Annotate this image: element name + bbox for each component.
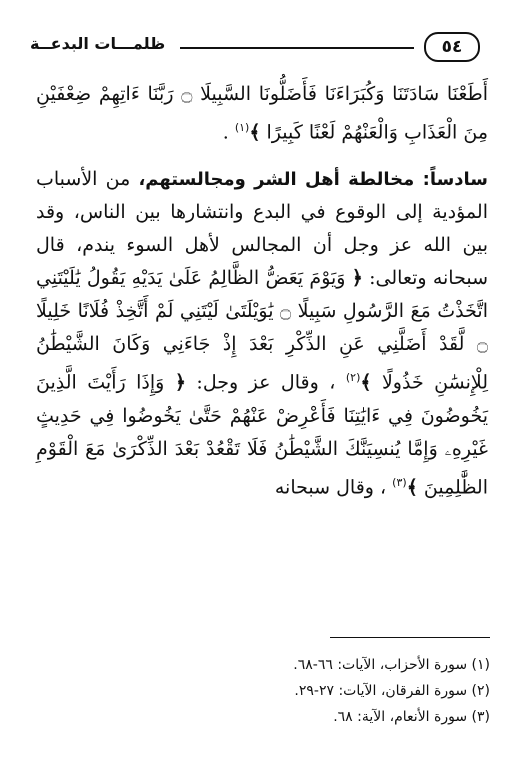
page-number: ٥٤ [424, 32, 480, 62]
closing-bracket: ﴾ [406, 475, 418, 498]
book-title: ظلمـــات البدعــة [30, 34, 166, 53]
footnote-ref: (٣) [392, 475, 407, 489]
closing-bracket: ﴾ [249, 121, 261, 144]
paragraph-verse-continuation [36, 78, 488, 149]
sentence-end: . [222, 121, 229, 144]
quran-verse: وَإِذَا رَأَيْتَ الَّذِينَ يَخُوضُونَ فِي ءَايَٰتِنَا فَأَعْرِضْ عَنْهُمْ حَتَّىٰ يَخُوضُوا فِي حَدِيثٍ غَيْرِهِۦ وَإِمَّا يُنسِيَنَّكَ الشَّيْطَٰنُ فَلَا تَقْعُدْ بَعْدَ الذِّكْرَىٰ مَعَ الْقَوْمِ الظَّٰلِمِينَ [36, 371, 488, 498]
paragraph-text: ، وقال عز وجل: [185, 371, 346, 394]
quran-verse: أَطَعْنَا سَادَتَنَا وَكُبَرَاءَنَا فَأَضَلُّونَا السَّبِيلَا ۝ رَبَّنَا ءَاتِهِمْ ضِعْفَيْنِ مِنَ الْعَذَابِ وَالْعَنْهُمْ لَعْنًا كَبِيرًا [36, 83, 488, 144]
paragraph-text: من الأسباب المؤدية إلى الوقوع في البدع وانتشارها بين الناس، وقد بين الله عز وجل أن المجالس لأهل السوء يندم، قال سبحانه وتعالى: [36, 168, 488, 290]
header-rule [180, 47, 414, 49]
paragraph-section [36, 163, 488, 504]
footnote-item: (١) سورة الأحزاب، الآيات: ٦٦-٦٨. [293, 657, 490, 673]
footnote-item: (٢) سورة الفرقان، الآيات: ٢٧-٢٩. [294, 683, 490, 699]
opening-bracket: ﴿ [174, 371, 186, 394]
page-body [36, 78, 488, 504]
paragraph-text: ، وقال سبحانه [274, 475, 393, 498]
spacer [36, 149, 488, 163]
opening-bracket: ﴿ [351, 267, 363, 290]
section-heading: سادساً: مخالطة أهل الشر ومجالستهم، [138, 169, 488, 191]
footnote-ref: (٢) [345, 371, 361, 385]
footnotes [90, 652, 490, 730]
footnote-item: (٣) سورة الأنعام، الآية: ٦٨. [333, 709, 490, 725]
quran-verse: وَيَوْمَ يَعَضُّ الظَّالِمُ عَلَىٰ يَدَيْهِ يَقُولُ يَٰلَيْتَنِي اتَّخَذْتُ مَعَ الرَّسُولِ سَبِيلًا ۝ يَٰوَيْلَتَىٰ لَيْتَنِي لَمْ أَتَّخِذْ فُلَانًا خَلِيلًا ۝ لَّقَدْ أَضَلَّنِي عَنِ الذِّكْرِ بَعْدَ إِذْ جَاءَنِي وَكَانَ الشَّيْطَٰنُ لِلْإِنسَٰنِ خَذُولًا [36, 267, 489, 394]
footnote-ref: (١) [234, 121, 250, 134]
footnote-rule [330, 637, 490, 638]
page-header [30, 28, 480, 64]
closing-bracket: ﴾ [360, 371, 372, 394]
